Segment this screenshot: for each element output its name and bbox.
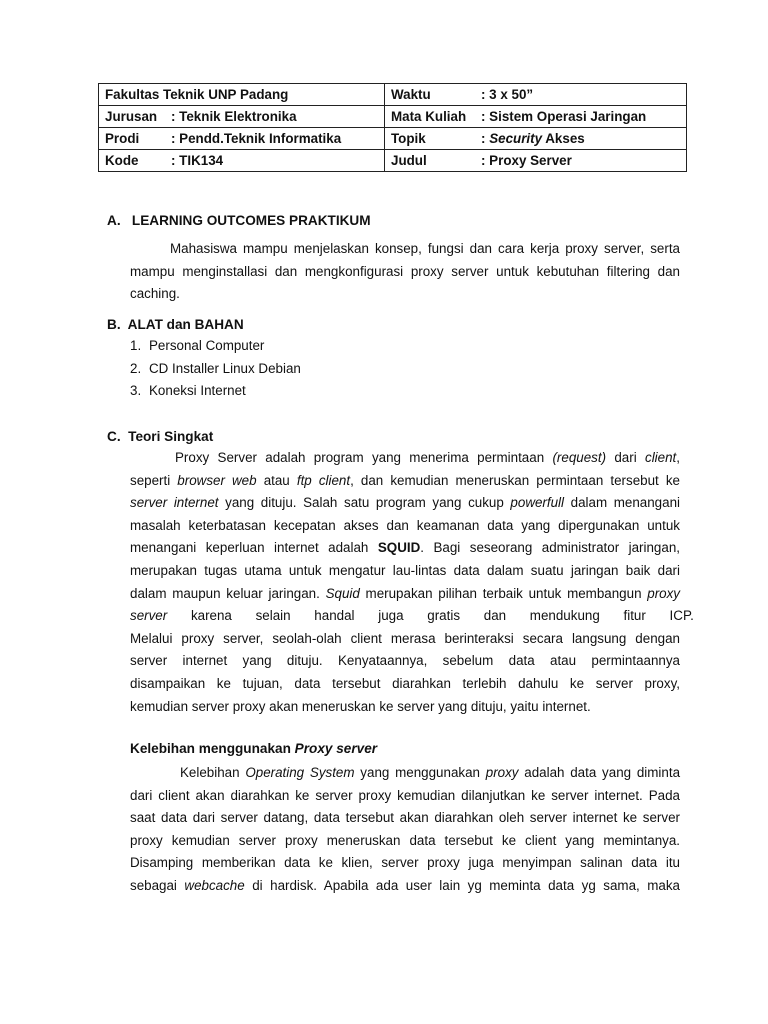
section-c-line-2	[130, 470, 680, 493]
course-value: : Sistem Operasi Jaringan	[481, 109, 647, 124]
text-run-italic: server	[130, 608, 168, 624]
list-item-text: Personal Computer	[149, 338, 265, 353]
text-run-italic: server internet	[130, 495, 219, 511]
text-run-bold: SQUID	[377, 540, 421, 556]
text-run: menangani keperluan internet adalah	[130, 540, 378, 556]
advantages-line-2: dari client akan diarahkan ke server proxy kemudian dilanjutkan ke server internet. Pada	[130, 787, 680, 803]
section-c-paragraph	[130, 447, 694, 718]
list-item-text: Koneksi Internet	[149, 383, 246, 399]
advantages-heading	[130, 741, 377, 756]
header-row-department	[99, 106, 687, 128]
text-run: . Bagi seseorang administrator jaringan,	[420, 540, 680, 556]
list-item-number: 3.	[130, 383, 142, 399]
section-c-line-3	[130, 492, 680, 515]
text-run: sebagai	[130, 877, 185, 893]
time-cell	[385, 84, 687, 106]
program-value: : Pendd.Teknik Informatika	[171, 131, 342, 146]
text-run: di hardisk. Apabila ada user lain yg meminta data yg sama, maka	[244, 877, 680, 893]
section-c-line-6: merupakan tugas utama untuk mengatur lau-lintas data dalam suatu jaringan baik dari	[130, 562, 680, 578]
text-run-italic: ftp client	[296, 472, 351, 488]
text-run: Kelebihan	[180, 765, 246, 780]
section-c-line-5	[130, 537, 680, 560]
code-label: Kode	[105, 153, 139, 168]
topic-value-italic: Security	[489, 131, 543, 146]
title-label: Judul	[391, 153, 427, 168]
department-cell	[99, 106, 385, 128]
text-run: yang menggunakan	[354, 765, 486, 780]
program-label: Prodi	[105, 131, 140, 146]
section-a-line-3: caching.	[130, 286, 180, 302]
text-run-italic: proxy	[485, 765, 519, 780]
section-c-line-11: disampaikan ke tujuan, data tersebut diarahkan terlebih dahulu ke server proxy,	[130, 675, 680, 691]
section-a-heading: A. LEARNING OUTCOMES PRAKTIKUM	[107, 213, 371, 228]
text-run: Proxy Server adalah program yang menerima permintaan	[175, 450, 553, 465]
text-run-italic: (request)	[552, 450, 607, 465]
text-run: ,	[676, 450, 680, 465]
section-c-line-10: server internet yang dituju. Kenyataannya, sebelum data atau permintaannya	[130, 653, 680, 669]
advantages-line-5: Disamping memberikan data ke klien, server proxy juga menyimpan salinan data itu	[130, 855, 680, 871]
advantages-line-4: proxy kemudian server proxy meneruskan data tersebut ke client yang memintanya.	[130, 832, 680, 848]
time-label: Waktu	[391, 87, 431, 102]
section-a-line-1: Mahasiswa mampu menjelaskan konsep, fungsi dan cara kerja proxy server, serta	[170, 241, 680, 256]
text-run-italic: webcache	[184, 877, 245, 893]
program-cell	[99, 128, 385, 150]
section-c-line-4: masalah keterbatasan kecepatan akses dan keamanan data yang dipergunakan untuk	[130, 517, 680, 533]
text-run: merupakan pilihan terbaik untuk membangun	[359, 585, 648, 601]
section-c-line-1	[130, 447, 680, 470]
text-run-italic: client	[645, 450, 677, 465]
text-run: , dan kemudian meneruskan permintaan tersebut ke	[350, 472, 680, 488]
list-item	[130, 380, 301, 403]
topic-value-suffix: Akses	[542, 131, 585, 146]
text-run: karena selain handal juga gratis dan mendukung fitur ICP.	[167, 608, 694, 624]
advantages-line-6	[130, 875, 680, 898]
topic-value-prefix: :	[481, 131, 490, 146]
header-table	[98, 83, 687, 172]
title-value: : Proxy Server	[481, 153, 572, 168]
faculty-label: Fakultas Teknik UNP Padang	[105, 87, 289, 102]
text-run-italic: Proxy server	[294, 741, 378, 756]
title-cell	[385, 150, 687, 172]
text-run-italic: Operating System	[245, 765, 355, 780]
advantages-line-3: saat data dari server datang, data tersebut akan diarahkan oleh server internet ke server	[130, 810, 680, 826]
department-label: Jurusan	[105, 109, 158, 124]
text-run: Kelebihan menggunakan	[130, 741, 295, 756]
section-c-line-12: kemudian server proxy akan meneruskan ke server yang dituju, yaitu internet.	[130, 698, 591, 714]
text-run-italic: proxy	[647, 585, 680, 601]
section-c-line-8	[130, 605, 694, 628]
list-item	[130, 358, 301, 381]
list-item-text: CD Installer Linux Debian	[149, 360, 301, 376]
text-run: dari	[606, 450, 645, 465]
text-run-italic: browser web	[177, 472, 257, 488]
advantages-paragraph	[130, 762, 680, 898]
course-label: Mata Kuliah	[391, 109, 467, 124]
text-run: yang dituju. Salah satu program yang cukup	[218, 495, 511, 511]
header-row-code	[99, 150, 687, 172]
header-row-program	[99, 128, 687, 150]
section-a-line-2: mampu menginstallasi dan mengkonfigurasi proxy server untuk kebutuhan filtering dan	[130, 263, 680, 279]
advantages-line-1	[130, 762, 680, 785]
text-run: seperti	[130, 472, 178, 488]
section-c-line-7	[130, 583, 680, 606]
list-item-number: 2.	[130, 360, 142, 376]
text-run: atau	[256, 472, 297, 488]
list-item	[130, 335, 301, 358]
course-cell	[385, 106, 687, 128]
code-cell	[99, 150, 385, 172]
list-item-number: 1.	[130, 338, 142, 353]
text-run-italic: Squid	[325, 585, 360, 601]
header-row-faculty	[99, 84, 687, 106]
text-run: dalam menangani	[564, 495, 680, 511]
section-c-line-9: Melalui proxy server, seolah-olah client merasa berinteraksi secara langsung dengan	[130, 630, 680, 646]
faculty-cell	[99, 84, 385, 106]
topic-cell	[385, 128, 687, 150]
topic-label: Topik	[391, 131, 426, 146]
section-c-heading: C. Teori Singkat	[107, 429, 214, 444]
code-value: : TIK134	[171, 153, 224, 168]
section-a-paragraph	[130, 238, 680, 306]
department-value: : Teknik Elektronika	[171, 109, 297, 124]
text-run: dalam maupun keluar jaringan.	[130, 585, 326, 601]
time-value: : 3 x 50”	[481, 87, 534, 102]
tools-list	[130, 335, 301, 403]
text-run-italic: powerfull	[510, 495, 565, 511]
section-b-heading: B. ALAT dan BAHAN	[107, 317, 244, 332]
text-run: adalah data yang diminta	[518, 765, 681, 780]
